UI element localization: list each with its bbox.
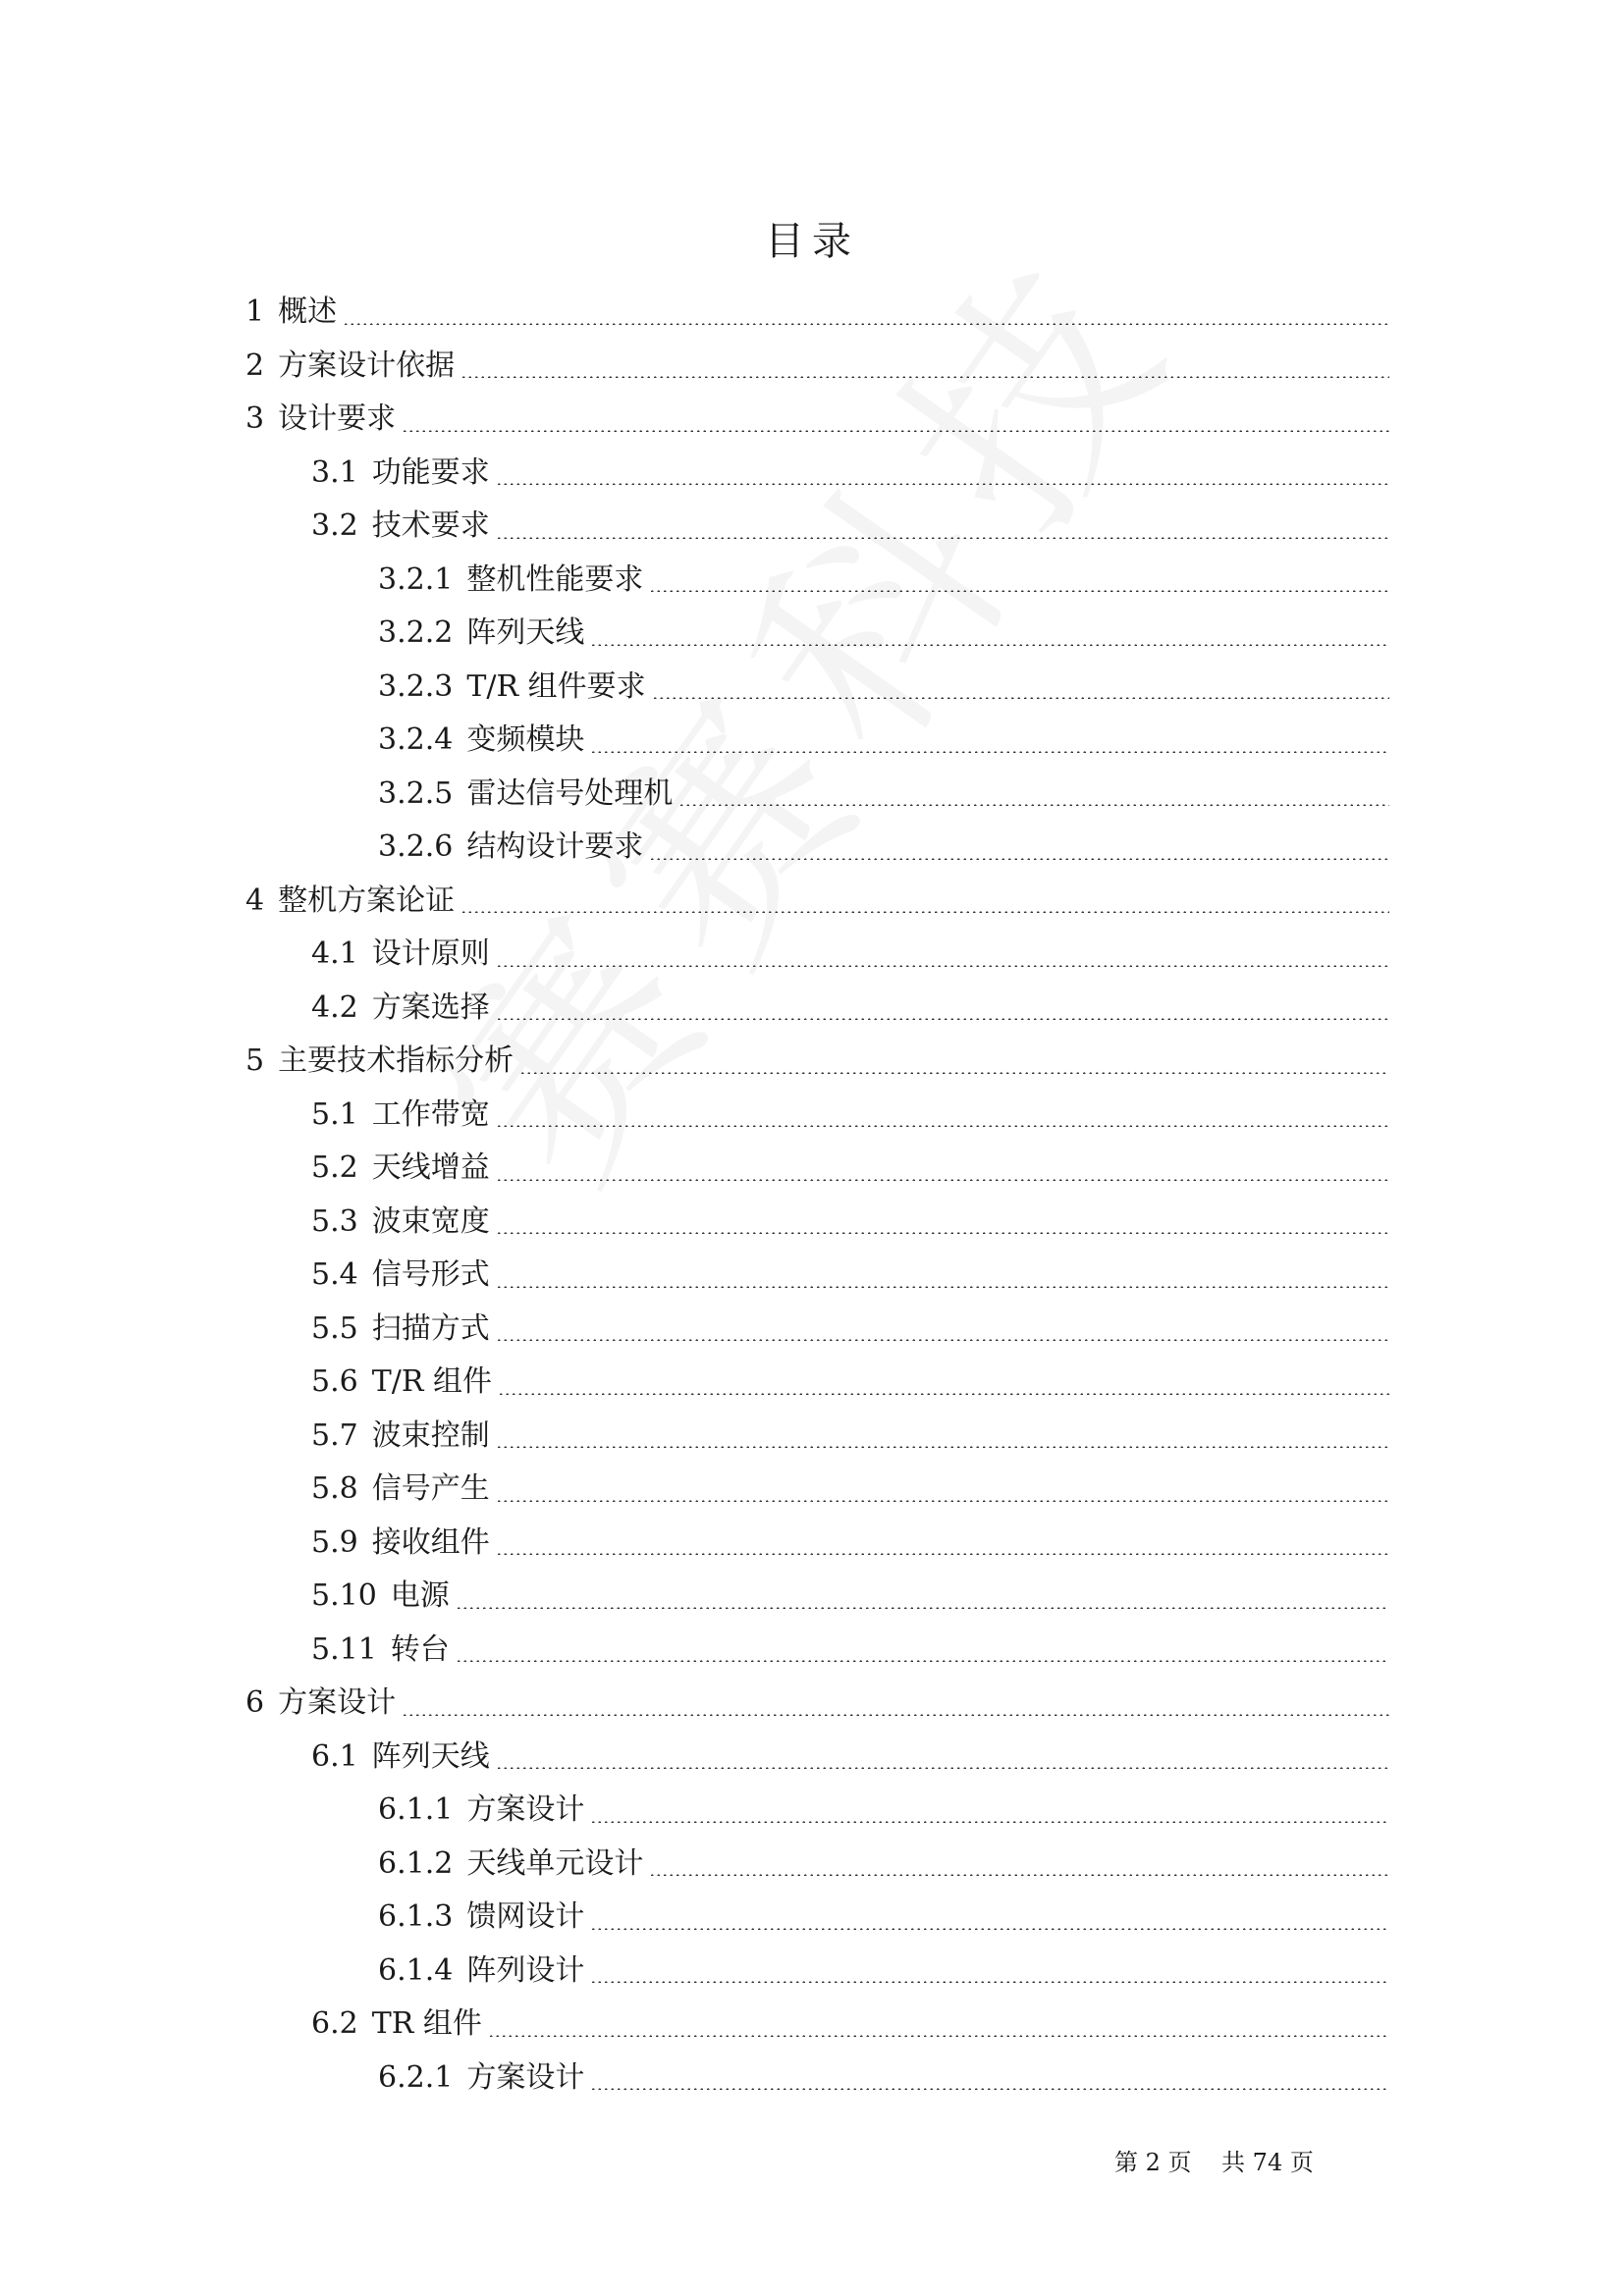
page-title: 目录 [765, 219, 859, 264]
dot-leader [496, 537, 1389, 539]
toc-entry[interactable] [245, 714, 1389, 768]
dot-leader [488, 2035, 1389, 2037]
toc-entry-number: 5.7 [311, 1417, 358, 1453]
toc-entry[interactable] [245, 1463, 1389, 1517]
toc-entry-title: 方案设计 [466, 2059, 585, 2095]
toc-entry[interactable] [245, 982, 1389, 1036]
dot-leader [496, 1179, 1389, 1181]
toc-entry-title: 波束控制 [371, 1417, 490, 1453]
toc-entry-title: 接收组件 [371, 1524, 490, 1560]
dot-leader [496, 1286, 1389, 1288]
toc-entry-title: 方案设计依据 [278, 347, 456, 383]
toc-entry-number: 3.2.5 [378, 775, 454, 811]
toc-entry-title: 方案选择 [371, 989, 490, 1025]
toc-entry[interactable] [245, 1891, 1389, 1945]
table-of-contents [245, 286, 1389, 2105]
toc-entry-number: 5 [245, 1043, 265, 1078]
dot-leader [652, 697, 1389, 699]
toc-entry[interactable] [245, 500, 1389, 554]
toc-entry-title: 天线单元设计 [466, 1845, 644, 1881]
toc-entry-number: 6 [245, 1685, 265, 1720]
toc-entry[interactable] [245, 1035, 1389, 1089]
toc-entry-title: 电源 [390, 1578, 450, 1613]
toc-entry-number: 5.2 [311, 1150, 358, 1185]
toc-entry-title: 设计原则 [371, 936, 490, 971]
dot-leader [402, 430, 1389, 432]
dot-leader [496, 1767, 1389, 1769]
toc-entry-number: 3.2.6 [378, 829, 454, 864]
dot-leader [590, 644, 1389, 646]
toc-entry[interactable] [245, 1356, 1389, 1410]
toc-entry[interactable] [245, 1303, 1389, 1357]
toc-entry[interactable] [245, 447, 1389, 501]
dot-leader [460, 376, 1389, 378]
toc-entry-number: 3.2 [311, 508, 358, 543]
toc-entry-title: 方案设计 [278, 1685, 397, 1720]
toc-entry-number: 5.5 [311, 1310, 358, 1346]
toc-entry-number: 5.1 [311, 1096, 358, 1132]
toc-entry-number: 3.2.3 [378, 668, 454, 704]
toc-entry[interactable] [245, 1784, 1389, 1838]
toc-entry[interactable] [245, 821, 1389, 875]
toc-entry-title: TR 组件 [371, 2006, 482, 2041]
toc-entry-title: 天线增益 [371, 1150, 490, 1185]
toc-entry-title: 转台 [390, 1631, 450, 1667]
toc-entry-number: 6.1 [311, 1738, 358, 1774]
dot-leader [402, 1714, 1389, 1716]
page-footer: 第 2 页 共 74 页 [1114, 2149, 1314, 2176]
dot-leader [496, 1446, 1389, 1448]
toc-entry-number: 1 [245, 294, 265, 329]
dot-leader [456, 1607, 1389, 1609]
dot-leader [456, 1660, 1389, 1662]
dot-leader [590, 1928, 1389, 1930]
toc-entry-number: 4.1 [311, 936, 358, 971]
toc-entry-number: 6.1.2 [378, 1845, 454, 1881]
toc-entry-number: 5.8 [311, 1471, 358, 1506]
toc-entry-number: 6.2.1 [378, 2059, 454, 2095]
toc-entry-number: 3.2.1 [378, 561, 454, 597]
toc-entry-title: 概述 [278, 294, 338, 329]
toc-entry-number: 6.1.3 [378, 1899, 454, 1934]
toc-entry[interactable] [245, 1677, 1389, 1731]
dot-leader [496, 965, 1389, 967]
toc-entry-title: 技术要求 [371, 508, 490, 543]
toc-entry[interactable] [245, 340, 1389, 394]
dot-leader [460, 911, 1389, 913]
toc-entry[interactable] [245, 1945, 1389, 1999]
toc-entry[interactable] [245, 1410, 1389, 1464]
toc-entry[interactable] [245, 1624, 1389, 1678]
toc-entry-number: 2 [245, 347, 265, 383]
dot-leader [649, 1874, 1389, 1876]
toc-entry-title: 信号形式 [371, 1257, 490, 1292]
toc-entry[interactable] [245, 1838, 1389, 1892]
toc-entry-number: 6.2 [311, 2006, 358, 2041]
dot-leader [496, 1125, 1389, 1127]
toc-entry-number: 3.1 [311, 454, 358, 490]
toc-entry[interactable] [245, 1196, 1389, 1250]
toc-entry-number: 5.4 [311, 1257, 358, 1292]
dot-leader [498, 1393, 1389, 1395]
toc-entry-number: 5.11 [311, 1631, 377, 1667]
toc-entry-title: 信号产生 [371, 1471, 490, 1506]
dot-leader [496, 1339, 1389, 1341]
toc-entry-title: T/R 组件 [371, 1364, 492, 1399]
toc-entry-number: 3.2.4 [378, 722, 454, 757]
toc-entry-title: 功能要求 [371, 454, 490, 490]
toc-entry-number: 5.6 [311, 1364, 358, 1399]
toc-entry-number: 3.2.2 [378, 615, 454, 650]
dot-leader [343, 323, 1389, 325]
toc-entry-title: 波束宽度 [371, 1203, 490, 1239]
toc-entry[interactable] [245, 2052, 1389, 2106]
toc-entry-title: 工作带宽 [371, 1096, 490, 1132]
toc-entry[interactable] [245, 928, 1389, 982]
dot-leader [590, 1821, 1389, 1823]
toc-entry-title: T/R 组件要求 [466, 668, 646, 704]
toc-entry[interactable] [245, 607, 1389, 661]
toc-entry-number: 5.10 [311, 1578, 377, 1613]
dot-leader [496, 1232, 1389, 1234]
dot-leader [649, 590, 1389, 592]
toc-entry[interactable] [245, 768, 1389, 822]
toc-entry-title: 阵列天线 [466, 615, 585, 650]
toc-entry-title: 结构设计要求 [466, 829, 644, 864]
dot-leader [590, 1981, 1389, 1983]
toc-entry[interactable] [245, 286, 1389, 340]
toc-entry[interactable] [245, 875, 1389, 929]
toc-entry[interactable] [245, 1089, 1389, 1143]
toc-entry-title: 雷达信号处理机 [466, 775, 674, 811]
toc-entry-title: 阵列天线 [371, 1738, 490, 1774]
dot-leader [590, 2088, 1389, 2090]
toc-entry[interactable] [245, 1142, 1389, 1196]
toc-entry-number: 5.3 [311, 1203, 358, 1239]
toc-entry-title: 扫描方式 [371, 1310, 490, 1346]
dot-leader [496, 483, 1389, 485]
toc-entry-number: 4 [245, 882, 265, 918]
toc-entry-number: 4.2 [311, 989, 358, 1025]
toc-entry-title: 馈网设计 [466, 1899, 585, 1934]
toc-entry[interactable] [245, 393, 1389, 447]
toc-entry-title: 整机方案论证 [278, 882, 456, 918]
toc-entry-title: 设计要求 [278, 401, 397, 436]
toc-entry[interactable] [245, 1998, 1389, 2052]
toc-entry[interactable] [245, 554, 1389, 608]
toc-entry-title: 方案设计 [466, 1792, 585, 1827]
dot-leader [496, 1553, 1389, 1555]
toc-entry-title: 变频模块 [466, 722, 585, 757]
toc-entry-title: 整机性能要求 [466, 561, 644, 597]
dot-leader [519, 1072, 1389, 1074]
toc-entry[interactable] [245, 1731, 1389, 1785]
dot-leader [496, 1500, 1389, 1502]
dot-leader [678, 804, 1389, 806]
toc-entry-number: 5.9 [311, 1524, 358, 1560]
toc-entry-number: 3 [245, 401, 265, 436]
dot-leader [496, 1018, 1389, 1020]
dot-leader [649, 858, 1389, 860]
toc-entry-title: 主要技术指标分析 [278, 1043, 514, 1078]
toc-entry[interactable] [245, 1517, 1389, 1571]
toc-entry[interactable] [245, 1249, 1389, 1303]
toc-entry-title: 阵列设计 [466, 1952, 585, 1988]
toc-entry[interactable] [245, 661, 1389, 715]
toc-entry[interactable] [245, 1570, 1389, 1624]
toc-entry-number: 6.1.1 [378, 1792, 454, 1827]
toc-entry-number: 6.1.4 [378, 1952, 454, 1988]
dot-leader [590, 751, 1389, 753]
